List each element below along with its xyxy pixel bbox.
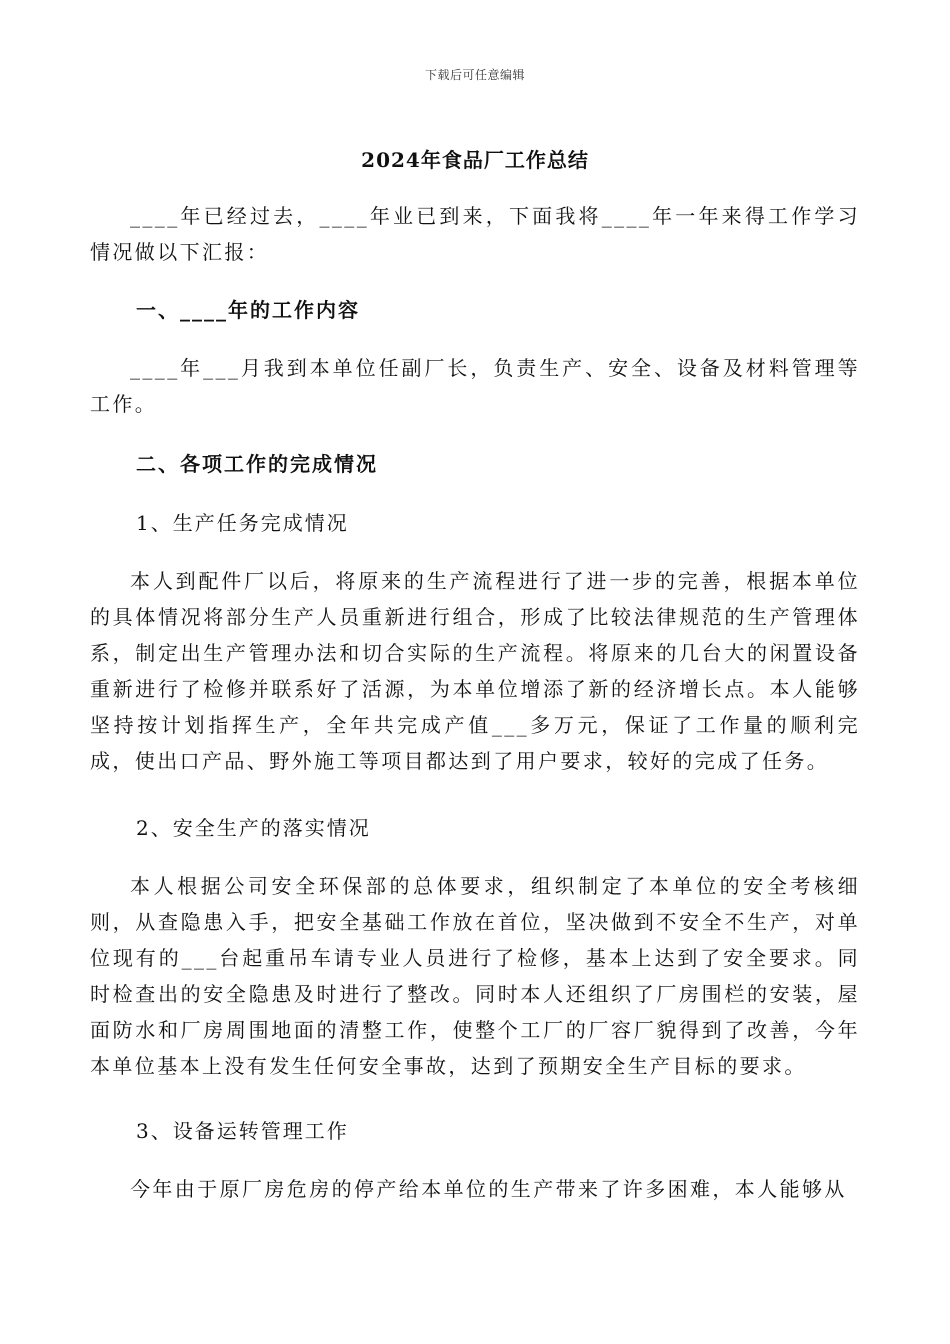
section1-heading: 一、____年的工作内容 — [136, 298, 360, 322]
section1-paragraph: ____年___月我到本单位任副厂长，负责生产、安全、设备及材料管理等工作。 — [90, 356, 860, 416]
item3-title: 3、设备运转管理工作 — [136, 1119, 349, 1143]
item1-title: 1、生产任务完成情况 — [136, 511, 349, 535]
item2-paragraph: 本人根据公司安全环保部的总体要求，组织制定了本单位的安全考核细则，从查隐患入手，把安全基础工作放在首位，坚决做到不安全不生产，对单位现有的___台起重吊车请专业人员进行了检修，基本上达到了安全要求。同时检查出的安全隐患及时进行了整改。同时本人还组织了厂房围栏的安装，屋面防水和厂房周围地面的清整工作，使整个工厂的厂容厂貌得到了改善，今年本单位基本上没有发生任何安全事故，达到了预期安全生产目标的要求。 — [90, 874, 860, 1078]
item3-paragraph: 今年由于原厂房危房的停产给本单位的生产带来了许多困难，本人能够从 — [130, 1177, 847, 1201]
intro-paragraph: ____年已经过去，____年业已到来，下面我将____年一年来得工作学习情况做以下汇报： — [90, 204, 860, 264]
document-title: 2024年食品厂工作总结 — [361, 148, 589, 172]
section2-heading: 二、各项工作的完成情况 — [136, 452, 378, 476]
item1-paragraph: 本人到配件厂以后，将原来的生产流程进行了进一步的完善，根据本单位的具体情况将部分生产人员重新进行组合，形成了比较法律规范的生产管理体系，制定出生产管理办法和切合实际的生产流程。将原来的几台大的闲置设备重新进行了检修并联系好了活源，为本单位增添了新的经济增长点。本人能够坚持按计划指挥生产，全年共完成产值___多万元，保证了工作量的顺利完成，使出口产品、野外施工等项目都达到了用户要求，较好的完成了任务。 — [90, 569, 860, 773]
header-note: 下载后可任意编辑 — [424, 68, 525, 82]
item2-title: 2、安全生产的落实情况 — [136, 816, 371, 840]
